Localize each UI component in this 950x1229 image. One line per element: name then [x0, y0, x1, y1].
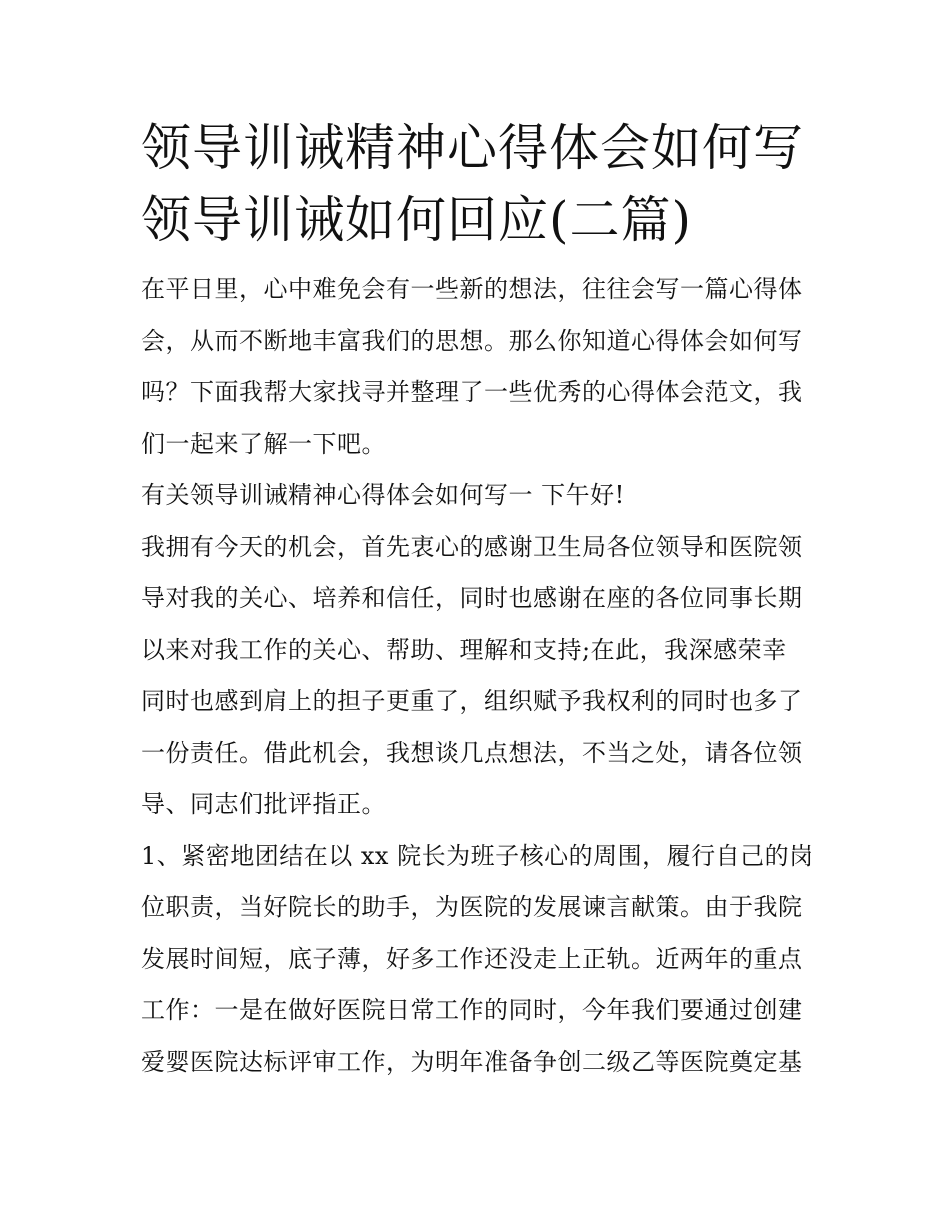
text-line: 吗？下面我帮大家找寻并整理了一些优秀的心得体会范文，我: [141, 378, 803, 406]
text-line: 导对我的关心、培养和信任，同时也感谢在座的各位同事长期: [141, 584, 803, 612]
text-line: 工作：一是在做好医院日常工作的同时，今年我们要通过创建: [141, 996, 803, 1024]
body-paragraph: [141, 522, 813, 831]
text-line: 爱婴医院达标评审工作，为明年准备争创二级乙等医院奠定基: [141, 1047, 803, 1076]
text-line: 在平日里，心中难免会有一些新的想法，往往会写一篇心得体: [141, 275, 803, 303]
document-title: [141, 112, 813, 256]
numbered-paragraph: [141, 831, 813, 1089]
section-heading: [141, 470, 813, 522]
text-line: 1、紧密地团结在以 xx 院长为班子核心的周围，履行自己的岗: [141, 841, 814, 870]
text-line: 以来对我工作的关心、帮助、理解和支持;在此，我深感荣幸: [141, 635, 787, 664]
intro-paragraph: [141, 264, 813, 470]
text-line: 同时也感到肩上的担子更重了，组织赋予我权利的同时也多了: [141, 687, 803, 715]
text-line: 发展时间短，底子薄，好多工作还没走上正轨。近两年的重点: [141, 944, 803, 973]
title-line: 领导训诫精神心得体会如何写: [141, 119, 804, 177]
text-line: 们一起来了解一下吧。: [141, 429, 386, 458]
text-line: 我拥有今天的机会，首先衷心的感谢卫生局各位领导和医院领: [141, 532, 803, 561]
title-line: 领导训诫如何回应(二篇): [141, 191, 693, 249]
text-line: 有关领导训诫精神心得体会如何写一 下午好!: [141, 481, 625, 509]
text-line: 导、同志们批评指正。: [141, 790, 386, 818]
text-line: 会，从而不断地丰富我们的思想。那么你知道心得体会如何写: [141, 326, 803, 355]
document-page: [141, 112, 813, 1088]
text-line: 一份责任。借此机会，我想谈几点想法，不当之处，请各位领: [141, 738, 803, 767]
text-line: 位职责，当好院长的助手，为医院的发展谏言献策。由于我院: [141, 893, 803, 921]
